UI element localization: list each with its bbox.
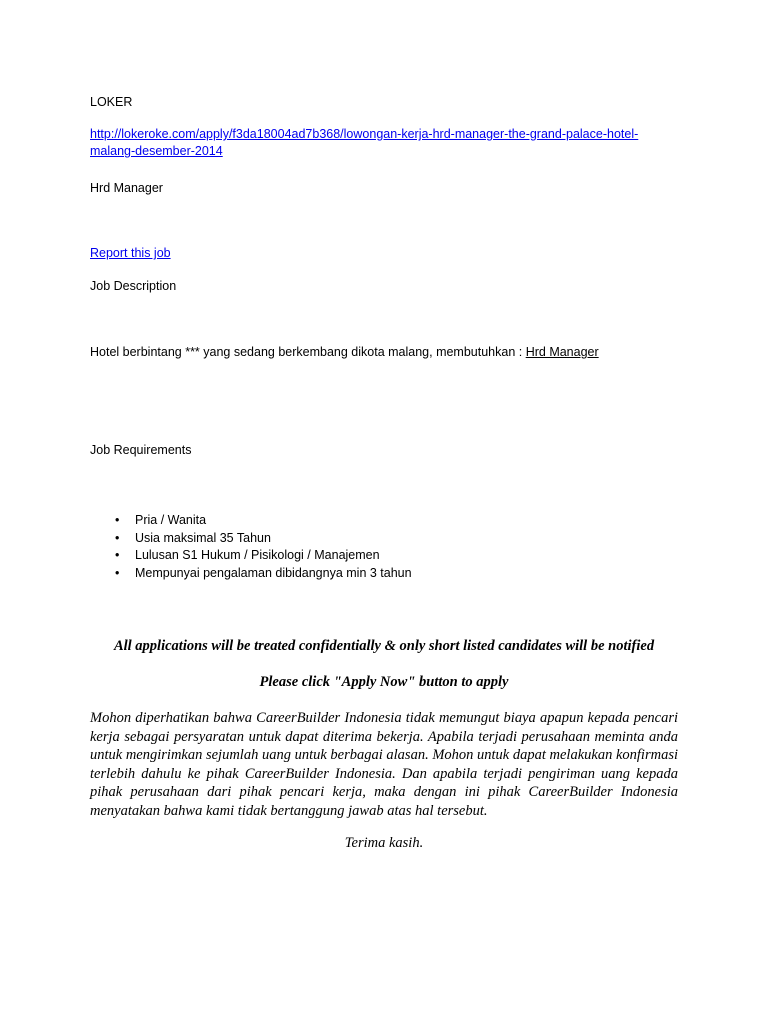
requirement-text: Mempunyai pengalaman dibidangnya min 3 tahun — [135, 565, 412, 580]
job-description-prefix: Hotel berbintang *** yang sedang berkembang dikota malang, membutuhkan : — [90, 345, 526, 359]
job-url-link[interactable] — [90, 126, 638, 160]
bullet-icon: • — [115, 548, 120, 562]
bullet-icon: • — [115, 530, 120, 545]
requirement-text: Usia maksimal 35 Tahun — [135, 530, 271, 545]
list-item — [90, 565, 412, 583]
page-title: LOKER — [90, 95, 133, 109]
requirements-list — [90, 512, 412, 582]
apply-note: Please click "Apply Now" button to apply — [259, 674, 509, 690]
job-description-heading: Job Description — [90, 279, 177, 293]
job-url-line2[interactable]: malang-desember-2014 — [90, 144, 223, 158]
job-description-text — [90, 344, 599, 361]
job-title: Hrd Manager — [90, 181, 163, 195]
list-item — [90, 512, 412, 530]
bullet-icon: • — [115, 513, 120, 527]
job-position-name: Hrd Manager — [525, 345, 599, 359]
requirement-text: Lulusan S1 Hukum / Pisikologi / Manajemen — [135, 548, 380, 562]
job-requirements-heading: Job Requirements — [90, 443, 192, 457]
report-job-link[interactable]: Report this job — [90, 246, 171, 260]
list-item — [90, 530, 412, 548]
requirement-text: Pria / Wanita — [135, 513, 207, 527]
job-url-line1[interactable]: http://lokeroke.com/apply/f3da18004ad7b368/lowongan-kerja-hrd-manager-the-grand-palace-hotel- — [90, 127, 639, 141]
list-item — [90, 547, 412, 565]
disclaimer-paragraph: Mohon diperhatikan bahwa CareerBuilder Indonesia tidak memungut biaya apapun kepada pencari kerja sebagai persyaratan untuk dapat diterima bekerja. Apabila terjadi perusahaan meminta anda untuk mengirimkan sejumlah uang untuk berbagai alasan. Mohon untuk dapat melakukan konfirmasi terlebih dahulu ke pihak CareerBuilder Indonesia. Dan apabila terjadi pengiriman uang kepada pihak perusahaan dari pihak pencari kerja, maka dengan ini pihak CareerBuilder Indonesia menyatakan bahwa kami tidak bertanggung jawab atas hal tersebut. — [90, 710, 678, 819]
thanks-text: Terima kasih. — [344, 835, 424, 851]
confidential-note: All applications will be treated confidentially & only short listed candidates will be notified — [113, 638, 655, 654]
bullet-icon: • — [115, 565, 120, 580]
